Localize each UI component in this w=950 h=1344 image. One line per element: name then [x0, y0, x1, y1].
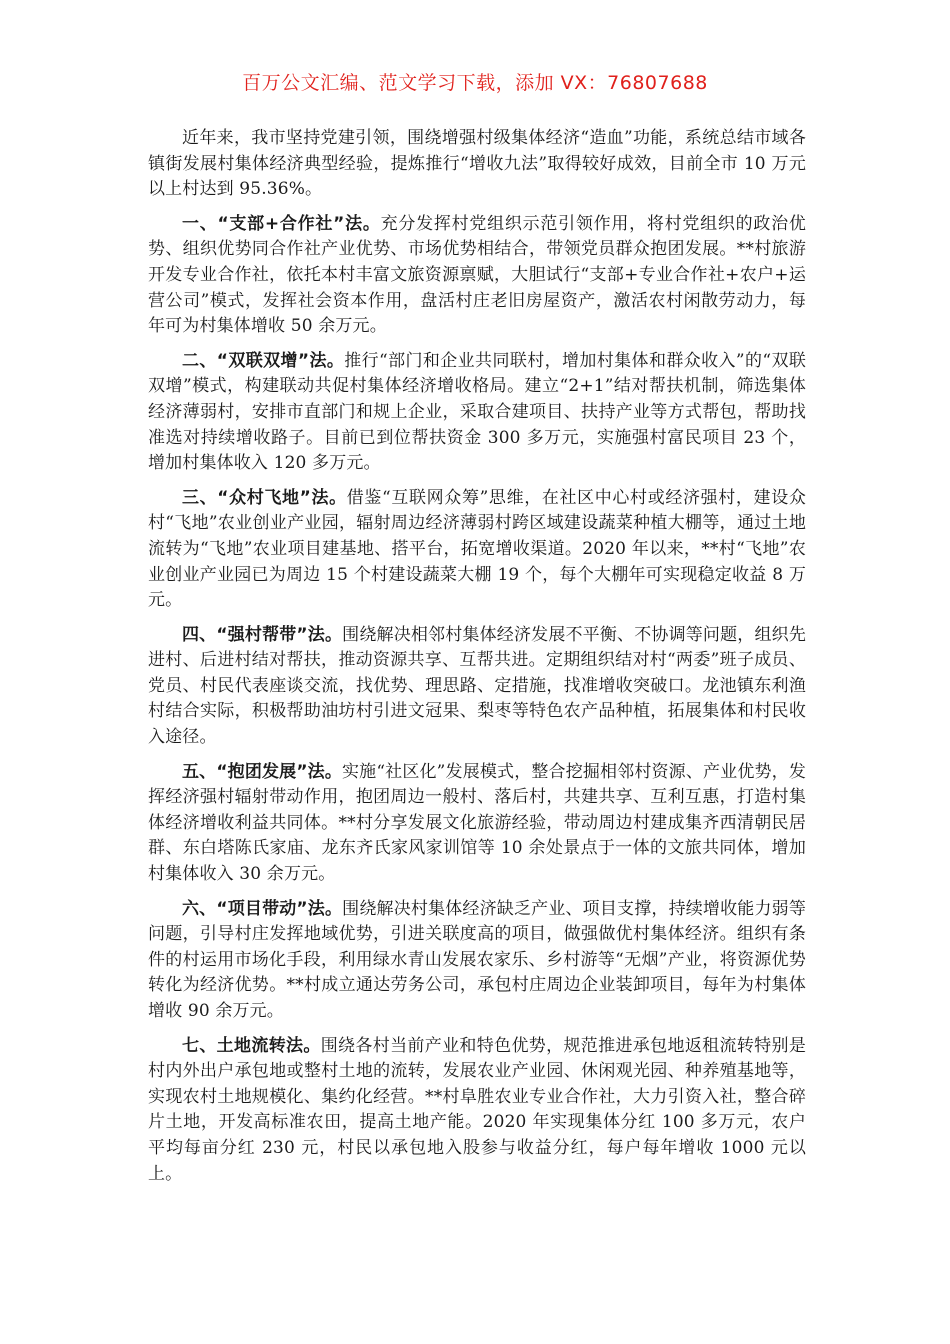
section-text-2: 推行“部门和企业共同联村，增加村集体和群众收入”的“双联双增”模式，构建联动共促村集体经济增收格局。建立“2+1”结对帮扶机制，筛选集体经济薄弱村，安排市直部门和规上企业，采取合建项目、扶持产业等方式帮包，帮助找准选对持续增收路子。目前已到位帮扶资金 300 多万元，实施强村富民项目 23 个，增加村集体收入 120 多万元。: [148, 350, 806, 474]
intro-paragraph: 近年来，我市坚持党建引领，围绕增强村级集体经济“造血”功能，系统总结市域各镇街发展村集体经济典型经验，提炼推行“增收九法”取得较好成效，目前全市 10 万元以上村达到 95.36%。: [148, 128, 806, 200]
document-body: [148, 126, 806, 1196]
section-paragraph-2: [148, 349, 806, 477]
section-paragraph-3: [148, 486, 806, 614]
section-text-4: 围绕解决相邻村集体经济发展不平衡、不协调等问题，组织先进村、后进村结对帮扶，推动资源共享、互帮共进。定期组织结对村“两委”班子成员、党员、村民代表座谈交流，找优势、理思路、定措施，找准增收突破口。龙池镇东利渔村结合实际，积极帮助油坊村引进文冠果、梨枣等特色农产品种植，拓展集体和村民收入途径。: [148, 624, 806, 748]
section-heading-7: 七、土地流转法。: [182, 1035, 321, 1056]
section-paragraph-5: [148, 760, 806, 888]
header-banner: 百万公文汇编、范文学习下载，添加 VX：76807688: [242, 72, 708, 94]
section-text-3: 借鉴“互联网众筹”思维，在社区中心村或经济强村，建设众村“飞地”农业创业产业园，辐射周边经济薄弱村跨区域建设蔬菜种植大棚等，通过土地流转为“飞地”农业项目建基地、搭平台，拓宽增收渠道。2020 年以来，**村“飞地”农业创业产业园已为周边 15 个村建设蔬菜大棚 19 个，每个大棚年可实现稳定收益 8 万元。: [148, 487, 806, 611]
section-text-6: 围绕解决村集体经济缺乏产业、项目支撑，持续增收能力弱等问题，引导村庄发挥地域优势，引进关联度高的项目，做强做优村集体经济。组织有条件的村运用市场化手段，利用绿水青山发展农家乐、乡村游等“无烟”产业，将资源优势转化为经济优势。**村成立通达劳务公司，承包村庄周边企业装卸项目，每年为村集体增收 90 余万元。: [148, 898, 806, 1021]
section-heading-1: 一、“支部+合作社”法。: [182, 213, 381, 234]
section-heading-6: 六、“项目带动”法。: [182, 898, 343, 919]
section-paragraph-7: [148, 1034, 806, 1188]
section-heading-5: 五、“抱团发展”法。: [182, 761, 342, 782]
section-paragraph-6: [148, 897, 806, 1025]
section-paragraph-1: [148, 212, 806, 340]
section-text-5: 实施“社区化”发展模式，整合挖掘相邻村资源、产业优势，发挥经济强村辐射带动作用，抱团周边一般村、落后村，共建共享、互利互惠，打造村集体经济增收利益共同体。**村分享发展文化旅游经验，带动周边村建成集齐西清朝民居群、东白塔陈氏家庙、龙东齐氏家风家训馆等 10 余处景点于一体的文旅共同体，增加村集体收入 30 余万元。: [148, 761, 806, 885]
section-paragraph-4: [148, 623, 806, 751]
section-text-7: 围绕各村当前产业和特色优势，规范推进承包地返租流转特别是村内外出户承包地或整村土地的流转，发展农业产业园、休闲观光园、种养殖基地等，实现农村土地规模化、集约化经营。**村阜胜农业专业合作社，大力引资入社，整合碎片土地，开发高标准农田，提高土地产能。2020 年实现集体分红 100 多万元，农户平均每亩分红 230 元，村民以承包地入股参与收益分红，每户每年增收 1000 元以上。: [148, 1035, 807, 1184]
section-heading-2: 二、“双联双增”法。: [182, 350, 345, 371]
section-text-1: 充分发挥村党组织示范引领作用，将村党组织的政治优势、组织优势同合作社产业优势、市场优势相结合，带领党员群众抱团发展。**村旅游开发专业合作社，依托本村丰富文旅资源禀赋，大胆试行“支部+专业合作社+农户+运营公司”模式，发挥社会资本作用，盘活村庄老旧房屋资产，激活农村闲散劳动力，每年可为村集体增收 50 余万元。: [148, 213, 806, 337]
section-heading-4: 四、“强村帮带”法。: [182, 624, 343, 645]
section-heading-3: 三、“众村飞地”法。: [182, 487, 347, 508]
